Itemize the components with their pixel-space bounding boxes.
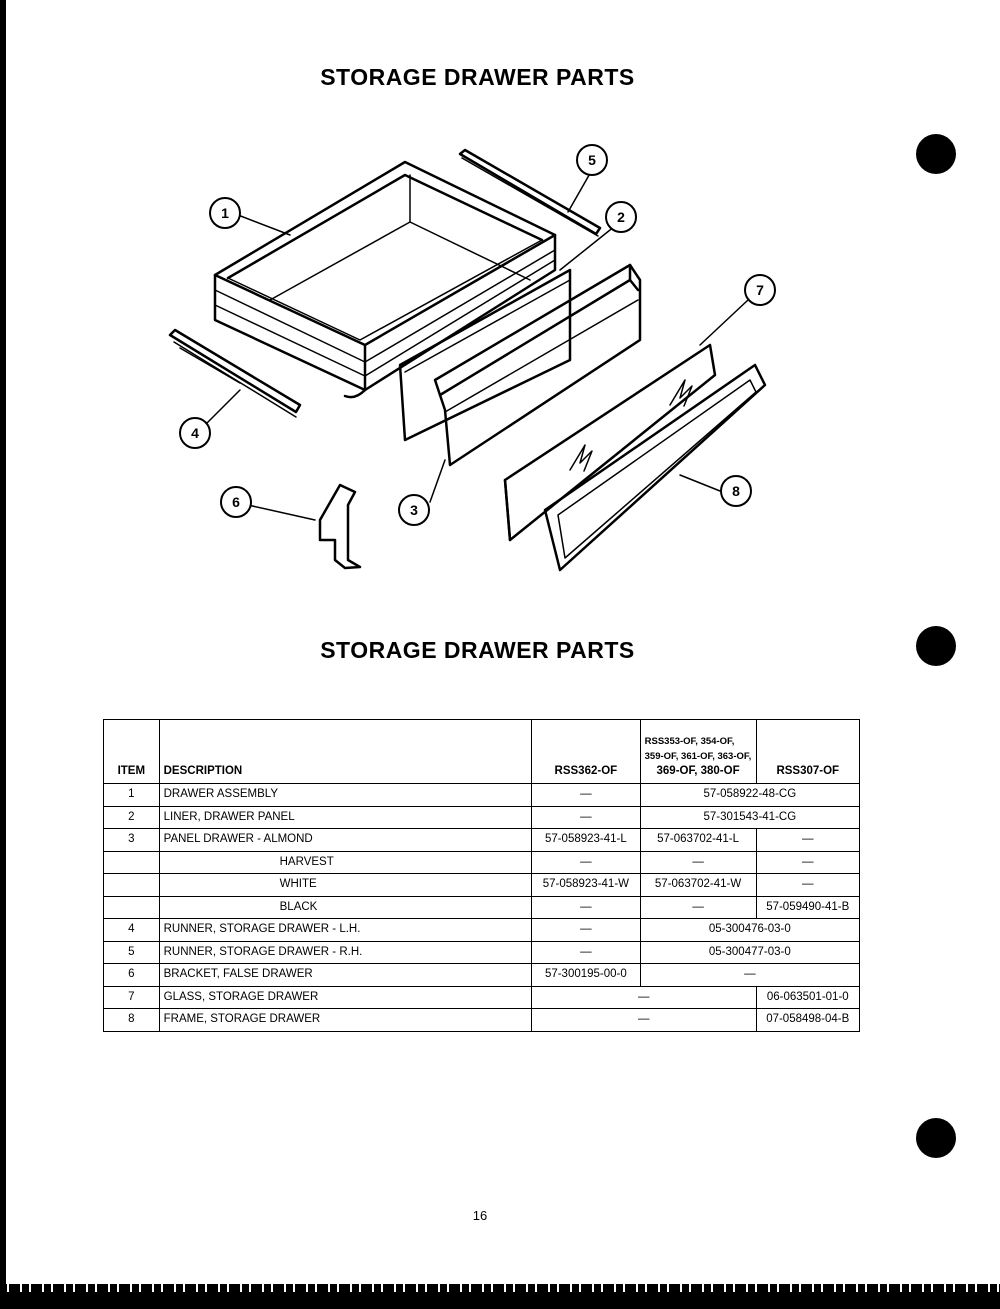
row-part-a: — [532,851,641,874]
table-row [104,896,860,919]
drawer-panel-part [435,265,640,465]
row-part-a: 57-058923-41-L [532,829,641,852]
table-row [104,784,860,807]
callout-7 [745,275,775,305]
binder-hole-top [916,134,956,174]
row-description: HARVEST [159,851,531,874]
row-part-c: 07-058498-04-B [756,1009,859,1032]
row-item: 2 [104,806,160,829]
row-description: DRAWER ASSEMBLY [159,784,531,807]
row-item: 7 [104,986,160,1009]
table-row [104,829,860,852]
row-description: GLASS, STORAGE DRAWER [159,986,531,1009]
svg-text:4: 4 [191,425,199,441]
svg-text:3: 3 [410,502,418,518]
row-part-c: — [756,829,859,852]
row-part-b: — [640,851,756,874]
row-item: 8 [104,1009,160,1032]
row-description: BLACK [159,896,531,919]
row-item [104,851,160,874]
callout-1 [210,198,240,228]
row-part-a: — [532,941,641,964]
row-part-c: — [756,851,859,874]
row-part-a: — [532,919,641,942]
row-part-bc: 05-300477-03-0 [640,941,859,964]
page-bottom-edge [0,1284,1000,1292]
row-part-bc: 57-058922-48-CG [640,784,859,807]
table-row [104,919,860,942]
row-description: BRACKET, FALSE DRAWER [159,964,531,987]
svg-text:6: 6 [232,494,240,510]
page-title: STORAGE DRAWER PARTS [320,64,635,90]
header-rss353-line1: RSS353-OF, 354-OF, [644,736,735,747]
svg-text:2: 2 [617,209,625,225]
row-part-ab: — [532,1009,756,1032]
drawer-frame-part [545,365,765,570]
callout-6 [221,487,251,517]
drawer-assembly-part [215,162,555,397]
binder-hole-bottom [916,1118,956,1158]
table-row [104,806,860,829]
row-part-ab: — [532,986,756,1009]
svg-text:1: 1 [221,205,229,221]
false-drawer-bracket-part [320,485,360,568]
header-item: ITEM [104,720,160,784]
svg-text:5: 5 [588,152,596,168]
drawer-glass-part [505,345,715,540]
callout-2 [606,202,636,232]
exploded-drawer-diagram [160,140,800,590]
row-item [104,896,160,919]
row-part-b: — [640,896,756,919]
row-item: 3 [104,829,160,852]
header-description: DESCRIPTION [159,720,531,784]
row-part-a: — [532,784,641,807]
page-number: 16 [472,1208,488,1223]
row-part-a: — [532,896,641,919]
header-rss362: RSS362-OF [532,720,641,784]
row-part-bc: — [640,964,859,987]
row-part-b: 57-063702-41-L [640,829,756,852]
row-part-c: 57-059490-41-B [756,896,859,919]
row-description: RUNNER, STORAGE DRAWER - R.H. [159,941,531,964]
row-part-a: — [532,806,641,829]
header-rss307: RSS307-OF [756,720,859,784]
header-rss353-group [640,720,756,784]
table-row [104,941,860,964]
row-description: WHITE [159,874,531,897]
parts-table [103,719,860,1032]
page-bottom-border [0,1292,1000,1309]
svg-text:7: 7 [756,282,764,298]
table-header-row [104,720,860,784]
callout-3 [399,495,429,525]
row-part-a: 57-058923-41-W [532,874,641,897]
row-part-bc: 57-301543-41-CG [640,806,859,829]
runner-lh-part [170,330,300,417]
row-description: LINER, DRAWER PANEL [159,806,531,829]
row-part-b: 57-063702-41-W [640,874,756,897]
table-row [104,874,860,897]
callout-4 [180,418,210,448]
row-part-c: — [756,874,859,897]
svg-text:8: 8 [732,483,740,499]
row-item: 5 [104,941,160,964]
row-description: PANEL DRAWER - ALMOND [159,829,531,852]
header-rss353-line2: 359-OF, 361-OF, 363-OF, [644,751,752,762]
table-row [104,986,860,1009]
row-part-bc: 05-300476-03-0 [640,919,859,942]
row-item: 6 [104,964,160,987]
callout-5 [577,145,607,175]
row-item: 1 [104,784,160,807]
table-title: STORAGE DRAWER PARTS [320,637,635,663]
table-row [104,1009,860,1032]
callout-8 [721,476,751,506]
table-row [104,851,860,874]
row-item [104,874,160,897]
header-rss353-line3: 369-OF, 380-OF [656,765,740,777]
row-description: RUNNER, STORAGE DRAWER - L.H. [159,919,531,942]
row-part-a: 57-300195-00-0 [532,964,641,987]
table-row [104,964,860,987]
row-item: 4 [104,919,160,942]
row-part-c: 06-063501-01-0 [756,986,859,1009]
row-description: FRAME, STORAGE DRAWER [159,1009,531,1032]
